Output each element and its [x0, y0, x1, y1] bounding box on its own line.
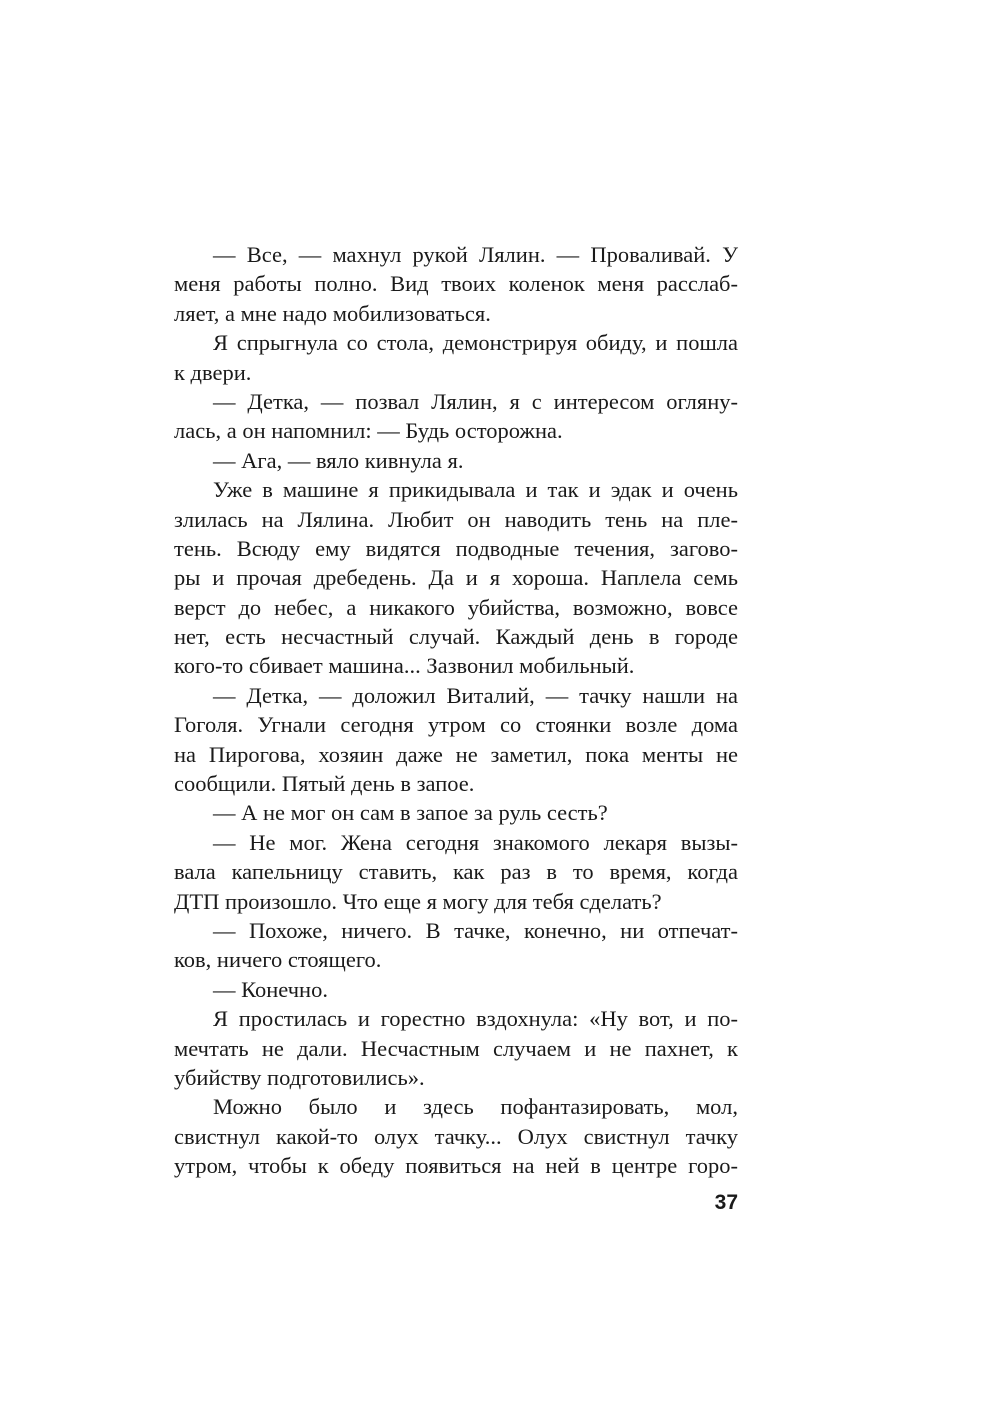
text-line: — Похоже, ничего. В тачке, конечно, ни отпечат-: [213, 917, 738, 943]
text-line: к двери.: [174, 359, 252, 385]
text-line: Можно было и здесь пофантазировать, мол,: [213, 1094, 738, 1120]
text-line: Уже в машине я прикидывала и так и эдак и очень: [213, 477, 738, 503]
text-line: вала капельницу ставить, как раз в то время, когда: [174, 859, 738, 885]
text-line: — Детка, — позвал Лялин, я с интересом огляну-: [213, 388, 738, 414]
text-line: — Ага, — вяло кивнула я.: [213, 447, 464, 473]
text-line: ры и прочая дребедень. Да и я хороша. Наплела семь: [174, 565, 738, 591]
text-line: Я спрыгнула со стола, демонстрируя обиду, и пошла: [213, 330, 738, 356]
text-line: — А не мог он сам в запое за руль сесть?: [213, 800, 608, 826]
text-line: утром, чтобы к обеду появиться на ней в центре горо-: [174, 1153, 738, 1179]
body-text: [174, 240, 738, 1181]
text-line: свистнул какой-то олух тачку... Олух свистнул тачку: [174, 1123, 738, 1149]
text-line: — Не мог. Жена сегодня знакомого лекаря вызы-: [213, 829, 738, 855]
text-line: мечтать не дали. Несчастным случаем и не пахнет, к: [174, 1035, 738, 1061]
text-line: сообщили. Пятый день в запое.: [174, 771, 475, 797]
text-line: ков, ничего стоящего.: [174, 947, 382, 973]
text-line: меня работы полно. Вид твоих коленок меня расслаб-: [174, 271, 738, 297]
text-line: Я простилась и горестно вздохнула: «Ну вот, и по-: [213, 1006, 738, 1032]
text-line: — Все, — махнул рукой Лялин. — Проваливай. У: [213, 242, 738, 267]
text-line: убийству подготовились».: [174, 1064, 425, 1090]
text-line: верст до небес, а никакого убийства, возможно, вовсе: [174, 594, 738, 620]
text-line: лась, а он напомнил: — Будь осторожна.: [174, 418, 563, 444]
text-line: ДТП произошло. Что еще я могу для тебя сделать?: [174, 888, 662, 914]
text-line: — Конечно.: [213, 976, 328, 1002]
text-line: злилась на Лялина. Любит он наводить тень на пле-: [174, 506, 738, 532]
text-line: нет, есть несчастный случай. Каждый день в городе: [174, 624, 738, 650]
text-line: — Детка, — доложил Виталий, — тачку нашли на: [213, 682, 738, 708]
text-line: тень. Всюду ему видятся подводные течения, загово-: [174, 535, 738, 561]
text-line: Гоголя. Угнали сегодня утром со стоянки возле дома: [174, 712, 738, 738]
text-line: ляет, а мне надо мобилизоваться.: [174, 300, 491, 326]
text-line: кого-то сбивает машина... Зазвонил мобильный.: [174, 653, 635, 679]
text-line: на Пирогова, хозяин даже не заметил, пока менты не: [174, 741, 738, 767]
page-number: 37: [714, 1191, 738, 1214]
